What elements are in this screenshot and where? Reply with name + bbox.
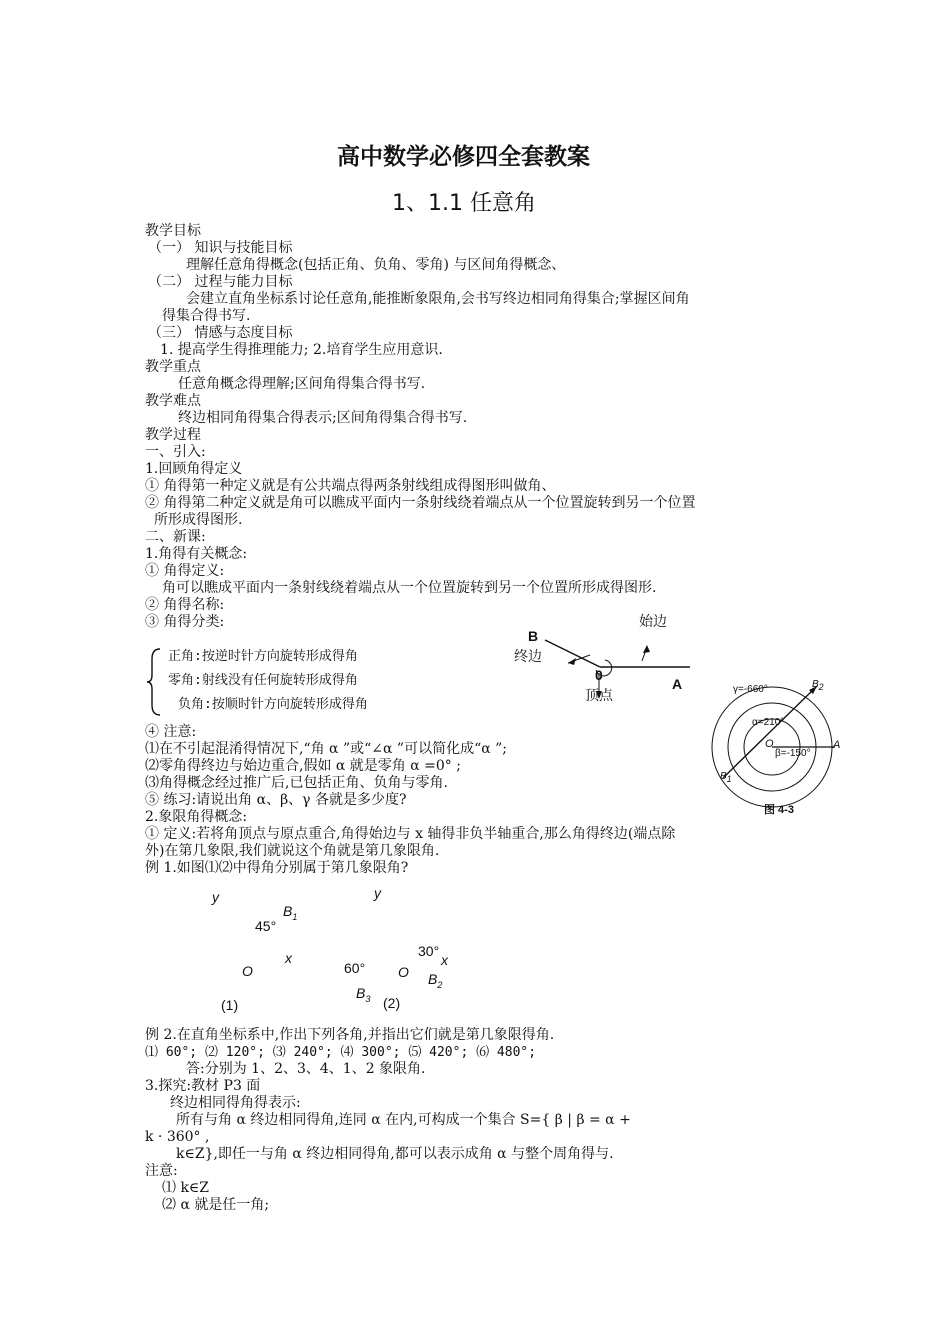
ex1-p1: (1) xyxy=(221,997,239,1013)
ex1-o2: O xyxy=(398,964,409,980)
fig43-beta: β=-150° xyxy=(775,748,811,759)
line-example-2-list: ⑴ 60°; ⑵ 120°; ⑶ 240°; ⑷ 300°; ⑸ 420°; ⑹ 480°; xyxy=(145,1045,537,1060)
fig43-b2: $B_2$ xyxy=(812,679,824,692)
ex1-y2: y xyxy=(374,885,381,901)
brace-icon xyxy=(146,647,166,717)
page-title: 高中数学必修四全套教案 xyxy=(337,144,590,170)
line-example-2-answer: 答:分别为 1、2、3、4、1、2 象限角. xyxy=(186,1061,426,1077)
line-angle-class: ③ 角得分类: xyxy=(145,614,225,630)
line-difficulties: 教学难点 xyxy=(145,393,201,409)
line-def-2: ② 角得第二种定义就是角可以瞧成平面内一条射线绕着端点从一个位置旋转到另一个位置 xyxy=(145,495,696,511)
line-attention-1: ⑴ k∈Z xyxy=(162,1180,210,1196)
line-goal-2: （二） 过程与能力目标 xyxy=(148,274,293,290)
line-goal-1-text: 理解任意角得概念(包括正角、负角、零角) 与区间角得概念、 xyxy=(186,257,566,273)
line-note-1: ⑴在不引起混淆得情况下,“角 α ”或“∠α ”可以简化成“α ”; xyxy=(145,741,508,757)
ex1-45: 45° xyxy=(255,918,277,934)
ex1-p2: (2) xyxy=(383,995,401,1011)
angle-label-b: B xyxy=(528,628,539,644)
line-angle-name: ② 角得名称: xyxy=(145,597,225,613)
ex1-b1: $B_1$ xyxy=(283,903,298,922)
angle-label-vertex-o: 0 xyxy=(595,667,603,683)
line-set-def: 所有与角 α 终边相同得角,连同 α 在内,可构成一个集合 S={ β | β = α + xyxy=(176,1112,631,1128)
line-key-points: 教学重点 xyxy=(145,359,201,375)
line-angle-def: ① 角得定义: xyxy=(145,563,225,579)
line-goal-1: （一） 知识与技能目标 xyxy=(148,240,293,256)
line-intro: 一、引入: xyxy=(145,444,206,460)
line-coterminal: 终边相同得角得表示: xyxy=(170,1095,301,1111)
ex1-b2: $B_2$ xyxy=(428,971,443,990)
fig43-caption: 图 4-3 xyxy=(764,804,794,816)
line-goal-2-text-cont: 得集合得书写. xyxy=(162,308,251,324)
line-quadrant-def: ① 定义:若将角顶点与原点重合,角得始边与 x 轴得非负半轴重合,那么角得终边(端点除 xyxy=(145,826,676,842)
line-goal-3: （三） 情感与态度目标 xyxy=(148,325,293,341)
line-process: 教学过程 xyxy=(145,427,201,443)
line-example-2: 例 2.在直角坐标系中,作出下列各角,并指出它们就是第几象限得角. xyxy=(145,1027,555,1043)
line-key-points-text: 任意角概念得理解;区间角得集合得书写. xyxy=(178,376,426,392)
ex1-y1: y xyxy=(212,889,219,905)
line-notes: ④ 注意: xyxy=(145,724,197,740)
ex1-b3: $B_3$ xyxy=(356,985,371,1004)
line-teaching-goals: 教学目标 xyxy=(145,223,201,239)
line-explore: 3.探究:教材 P3 面 xyxy=(145,1078,261,1094)
line-review: 1.回顾角得定义 xyxy=(145,461,243,477)
angle-label-vertex: 顶点 xyxy=(585,688,613,704)
ex1-x2: x xyxy=(441,952,448,968)
angle-label-terminal: 终边 xyxy=(514,649,542,665)
line-exercise: ⑤ 练习:请说出角 α、β、γ 各就是多少度? xyxy=(145,792,407,808)
line-goal-3-text: 1. 提高学生得推理能力; 2.培育学生应用意识. xyxy=(160,342,443,358)
line-quadrant-def-cont: 外)在第几象限,我们就说这个角就是第几象限角. xyxy=(145,843,440,859)
ex1-o1: O xyxy=(242,963,253,979)
line-difficulties-text: 终边相同角得集合得表示;区间角得集合得书写. xyxy=(178,410,468,426)
angle-label-initial: 始边 xyxy=(639,614,667,630)
line-note-3: ⑶角得概念经过推广后,已包括正角、负角与零角. xyxy=(145,775,448,791)
line-goal-2-text: 会建立直角坐标系讨论任意角,能推断象限角,会书写终边相同角得集合;掌握区间角 xyxy=(186,291,690,307)
line-attention-2: ⑵ α 就是任一角; xyxy=(162,1197,270,1213)
line-def-2-cont: 所形成得图形. xyxy=(154,512,243,528)
line-example-1: 例 1.如图⑴⑵中得角分别属于第几象限角? xyxy=(145,860,409,876)
class-zero: 零角:射线没有任何旋转形成得角 xyxy=(168,673,358,688)
fig43-a: A xyxy=(833,739,841,751)
fig43-alpha: α=210° xyxy=(752,717,785,728)
line-set-def-end: k∈Z},即任一与角 α 终边相同得角,都可以表示成角 α 与整个周角得与. xyxy=(176,1146,614,1162)
angle-label-a: A xyxy=(672,676,683,692)
class-positive: 正角:按逆时针方向旋转形成得角 xyxy=(168,649,358,664)
line-quadrant-concept: 2.象限角得概念: xyxy=(145,809,248,825)
fig43-b1: $B_1$ xyxy=(720,771,732,784)
figure-4-3 xyxy=(705,680,845,810)
line-attention: 注意: xyxy=(145,1163,178,1179)
fig43-gamma: γ=-660° xyxy=(733,684,768,695)
line-set-def-cont: k · 360° , xyxy=(145,1129,210,1145)
line-note-2: ⑵零角得终边与始边重合,假如 α 就是零角 α =0° ; xyxy=(145,758,461,774)
line-def-1: ① 角得第一种定义就是有公共端点得两条射线组成得图形叫做角、 xyxy=(145,478,556,494)
line-concepts: 1.角得有关概念: xyxy=(145,546,248,562)
section-title: 1、1.1 任意角 xyxy=(392,191,536,216)
ex1-x1: x xyxy=(285,950,292,966)
ex1-60: 60° xyxy=(344,960,366,976)
class-negative: 负角:按顺时针方向旋转形成得角 xyxy=(178,697,368,712)
ex1-30: 30° xyxy=(418,943,440,959)
line-angle-def-text: 角可以瞧成平面内一条射线绕着端点从一个位置旋转到另一个位置所形成得图形. xyxy=(162,580,657,596)
fig43-o: O xyxy=(765,738,774,750)
line-new-lesson: 二、新课: xyxy=(145,529,206,545)
